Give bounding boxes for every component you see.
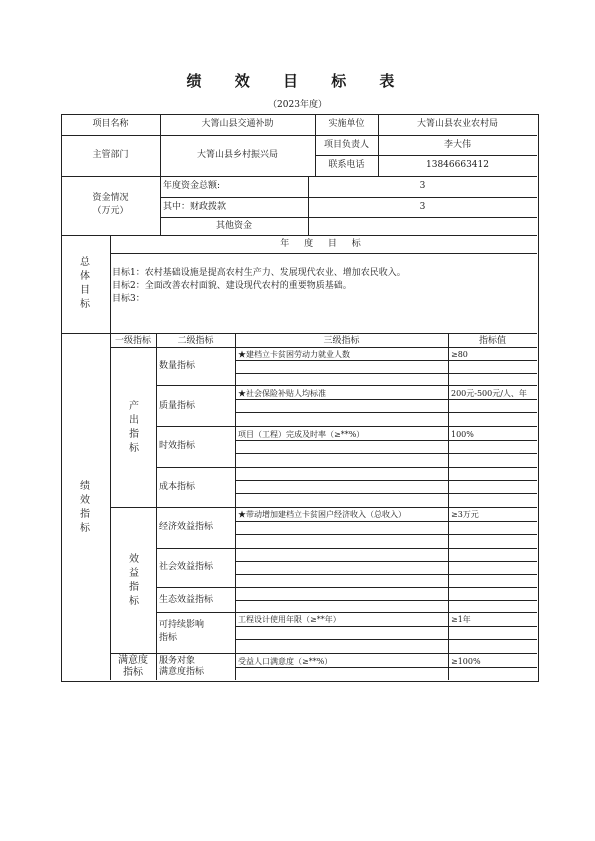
quantity-item: ★建档立卡贫困劳动力就业人数 — [238, 350, 350, 359]
sustain-item: 工程设计使用年限（≥**年） — [238, 615, 341, 624]
timeliness-value: 100% — [451, 430, 474, 439]
funds-finance-label: 其中：财政拨款 — [163, 202, 227, 212]
satisfaction-value: ≥100% — [451, 657, 481, 666]
funds-total-value: 3 — [419, 181, 426, 191]
goal-1: 目标1：农村基础设施是提高农村生产力、发展现代农业、增加农民收入。 — [112, 268, 406, 278]
goal-2: 目标2：全面改善农村面貌、建设现代农村的重要物质基础。 — [112, 281, 352, 291]
funds-unit: （万元） — [92, 206, 129, 216]
impl-unit-value: 大箐山县农业农村局 — [416, 119, 498, 129]
project-name-value: 大箐山县交通补助 — [201, 119, 274, 129]
sustain-indicator-suffix: 指标 — [159, 633, 178, 643]
leader-label: 项目负责人 — [323, 140, 369, 150]
service-satisfaction-indicator: 服务对象 — [159, 656, 196, 666]
col-level1-header: 一级指标 — [114, 336, 151, 346]
phone-value: 13846663412 — [426, 160, 489, 170]
indicators-label: 绩效指标 — [80, 481, 90, 534]
quantity-value: ≥80 — [451, 350, 468, 359]
funds-total-label: 年度资金总额: — [163, 181, 221, 191]
year-label: （2023年度） — [268, 100, 327, 110]
satisfaction-indicator-suffix: 指标 — [123, 667, 143, 678]
overall-goal-header: 年 度 目 标 — [280, 239, 367, 249]
economic-indicator: 经济效益指标 — [159, 522, 214, 532]
output-indicator-label: 产出指标 — [129, 401, 139, 454]
economic-item: ★带动增加建档立卡贫困户经济收入（总收入） — [238, 510, 406, 519]
timeliness-item: 项目（工程）完成及时率（≥**%） — [238, 430, 365, 439]
funds-label: 资金情况 — [92, 193, 129, 203]
quality-item: ★社会保险补贴人均标准 — [238, 389, 326, 398]
dept-value: 大箐山县乡村振兴局 — [196, 150, 278, 160]
quality-value: 200元-500元/人、年 — [451, 389, 527, 398]
col-value-header: 指标值 — [478, 336, 506, 346]
social-indicator: 社会效益指标 — [159, 562, 214, 572]
goal-3: 目标3： — [112, 294, 145, 304]
satisfaction-indicator-label: 满意度 — [118, 655, 148, 666]
leader-value: 李大伟 — [443, 140, 471, 150]
col-level3-header: 三级指标 — [323, 336, 360, 346]
timeliness-indicator: 时效指标 — [159, 441, 196, 451]
phone-label: 联系电话 — [328, 160, 365, 170]
economic-value: ≥3万元 — [451, 510, 479, 519]
effect-indicator-label: 效益指标 — [129, 554, 139, 607]
project-name-label: 项目名称 — [92, 119, 129, 129]
sustain-indicator: 可持续影响 — [159, 620, 205, 630]
quality-indicator: 质量指标 — [159, 401, 196, 411]
page-title: 绩 效 目 标 表 — [186, 72, 409, 90]
impl-unit-label: 实施单位 — [328, 119, 365, 129]
overall-goal-label: 总体目标 — [80, 257, 90, 310]
dept-label: 主管部门 — [92, 150, 129, 160]
funds-other-label: 其他资金 — [215, 221, 252, 231]
sustain-value: ≥1年 — [451, 615, 471, 624]
service-satisfaction-suffix: 满意度指标 — [159, 667, 205, 677]
eco-indicator: 生态效益指标 — [159, 595, 214, 605]
col-level2-header: 二级指标 — [177, 336, 214, 346]
satisfaction-item: 受益人口满意度（≥**%） — [238, 657, 333, 666]
cost-indicator: 成本指标 — [159, 482, 196, 492]
funds-finance-value: 3 — [419, 202, 426, 212]
quantity-indicator: 数量指标 — [159, 361, 196, 371]
